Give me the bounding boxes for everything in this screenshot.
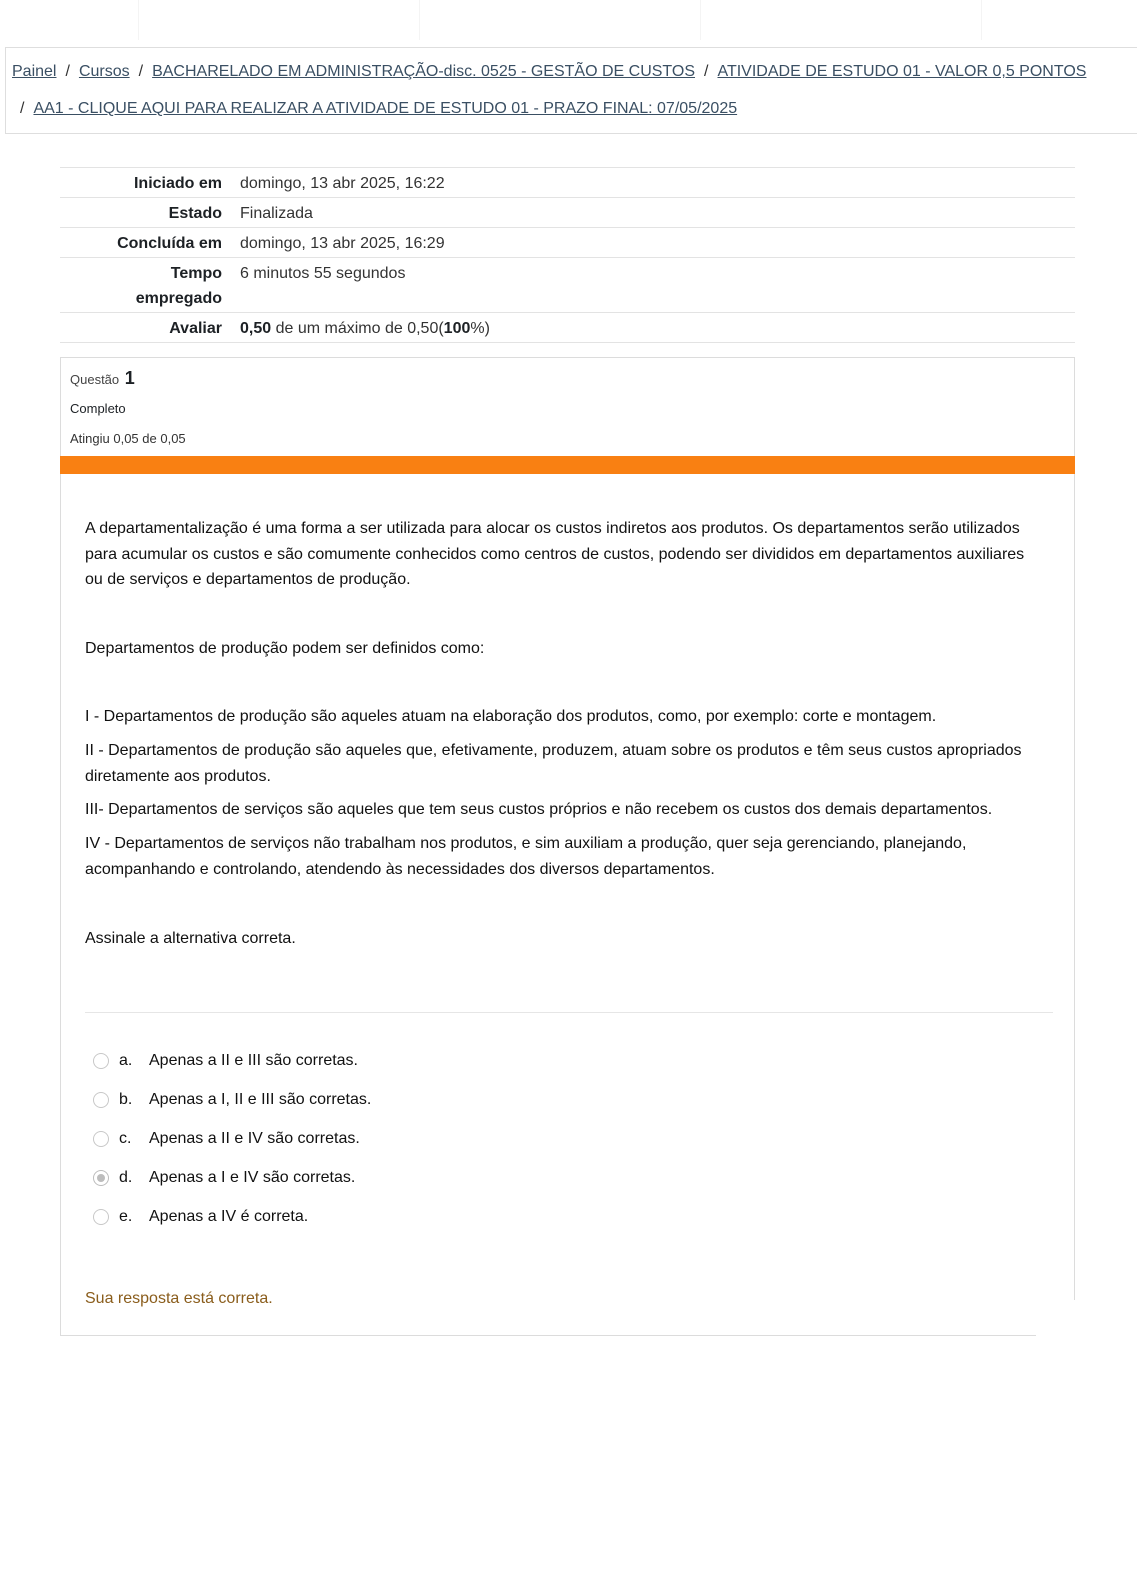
- question-state: Completo: [70, 401, 126, 416]
- radio-button[interactable]: [93, 1053, 109, 1069]
- option-text: Apenas a I, II e III são corretas.: [149, 1091, 372, 1109]
- question-instruction: Assinale a alternativa correta.: [85, 930, 296, 947]
- question-prefix: Questão: [70, 372, 120, 387]
- summary-label: Avaliar: [169, 320, 222, 337]
- option-letter: d.: [119, 1168, 133, 1186]
- statement-2: II - Departamentos de produção são aqueles que, efetivamente, produzem, atuam sobre os produtos e têm seus custos apropriados diretamente aos produtos.: [85, 742, 1022, 785]
- breadcrumb-row-1: [12, 63, 1086, 81]
- summary-label-part: empregado: [135, 290, 222, 307]
- question-number: [70, 368, 135, 389]
- answer-option-d[interactable]: [93, 1158, 371, 1197]
- breadcrumb-link-cursos[interactable]: Cursos: [78, 63, 130, 80]
- breadcrumb-row-2: [20, 100, 737, 118]
- summary-row-grade: [60, 313, 1075, 343]
- summary-value: Finalizada: [240, 205, 313, 222]
- option-text: Apenas a I e IV são corretas.: [149, 1168, 356, 1186]
- top-decor: [0, 0, 1137, 46]
- breadcrumb-link-activity[interactable]: AA1 - CLIQUE AQUI PARA REALIZAR A ATIVIDADE DE ESTUDO 01 - PRAZO FINAL: 07/05/2025: [33, 100, 738, 117]
- question-accent-bar: [60, 456, 1075, 474]
- option-text: Apenas a IV é correta.: [149, 1207, 309, 1225]
- grade-score: 0,50: [240, 320, 272, 337]
- answer-option-a[interactable]: [93, 1042, 371, 1081]
- breadcrumb-separator: /: [704, 63, 709, 80]
- option-letter: b.: [119, 1091, 133, 1109]
- summary-label-part: Tempo: [170, 265, 222, 282]
- summary-row-started: [60, 168, 1075, 198]
- grade-percent: 100: [443, 320, 471, 337]
- answer-option-b[interactable]: [93, 1081, 371, 1120]
- summary-row-time: [60, 258, 1075, 313]
- answer-feedback: Sua resposta está correta.: [85, 1290, 273, 1307]
- breadcrumb-link-course[interactable]: BACHARELADO EM ADMINISTRAÇÃO-disc. 0525 - GESTÃO DE CUSTOS: [152, 63, 696, 80]
- answer-option-c[interactable]: [93, 1120, 371, 1159]
- option-letter: c.: [119, 1129, 132, 1147]
- breadcrumb-separator: /: [138, 63, 144, 80]
- answer-options: [93, 1042, 371, 1236]
- question-prompt: Departamentos de produção podem ser definidos como:: [85, 640, 485, 657]
- statement-1: I - Departamentos de produção são aqueles atuam na elaboração dos produtos, como, por exemplo: corte e montagem.: [85, 708, 937, 725]
- answer-option-e[interactable]: [93, 1197, 371, 1236]
- breadcrumb-separator: /: [20, 100, 25, 117]
- option-text: Apenas a II e IV são corretas.: [149, 1129, 360, 1147]
- option-letter: e.: [119, 1207, 133, 1225]
- grade-text: de um máximo de 0,50(: [271, 320, 444, 337]
- summary-value: domingo, 13 abr 2025, 16:29: [240, 235, 445, 252]
- summary-value: domingo, 13 abr 2025, 16:22: [240, 175, 445, 192]
- question-mark: Atingiu 0,05 de 0,05: [70, 431, 186, 446]
- statement-3: III- Departamentos de serviços são aqueles que tem seus custos próprios e não recebem os custos dos demais departamentos.: [85, 801, 993, 818]
- radio-button[interactable]: [93, 1092, 109, 1108]
- question-info: [60, 357, 1075, 457]
- summary-label: [60, 258, 222, 312]
- breadcrumb-separator: /: [65, 63, 70, 80]
- question-content: [60, 474, 1075, 1336]
- option-text: Apenas a II e III são corretas.: [149, 1052, 358, 1070]
- summary-label: Iniciado em: [133, 175, 222, 192]
- summary-value: 6 minutos 55 segundos: [240, 265, 406, 282]
- summary-row-state: [60, 198, 1075, 228]
- question-intro: A departamentalização é uma forma a ser utilizada para alocar os custos indiretos aos produtos. Os departamentos serão utilizados para acumular os custos e são comumente conhecidos como centros de custos, podendo ser divididos em departamentos auxiliares ou de serviços e departamentos de produção.: [85, 520, 1025, 588]
- statement-4: IV - Departamentos de serviços não trabalham nos produtos, e sim auxiliam a produção, quer seja gerenciando, planejando, acompanhando e controlando, atendendo às necessidades dos diversos departamentos.: [85, 835, 967, 878]
- radio-button-selected[interactable]: [93, 1170, 109, 1186]
- attempt-summary-table: [60, 167, 1075, 343]
- breadcrumb-link-section[interactable]: ATIVIDADE DE ESTUDO 01 - VALOR 0,5 PONTOS: [717, 63, 1087, 80]
- summary-label: Concluída em: [117, 235, 222, 252]
- divider: [85, 1012, 1053, 1013]
- breadcrumb: [5, 47, 1137, 134]
- grade-text-end: %): [470, 320, 490, 337]
- radio-button[interactable]: [93, 1131, 109, 1147]
- question-num: 1: [124, 368, 135, 388]
- summary-value: [222, 313, 490, 342]
- radio-button[interactable]: [93, 1209, 109, 1225]
- breadcrumb-link-painel[interactable]: Painel: [12, 63, 57, 80]
- summary-label: Estado: [168, 205, 222, 222]
- summary-row-completed: [60, 228, 1075, 258]
- option-letter: a.: [119, 1052, 133, 1070]
